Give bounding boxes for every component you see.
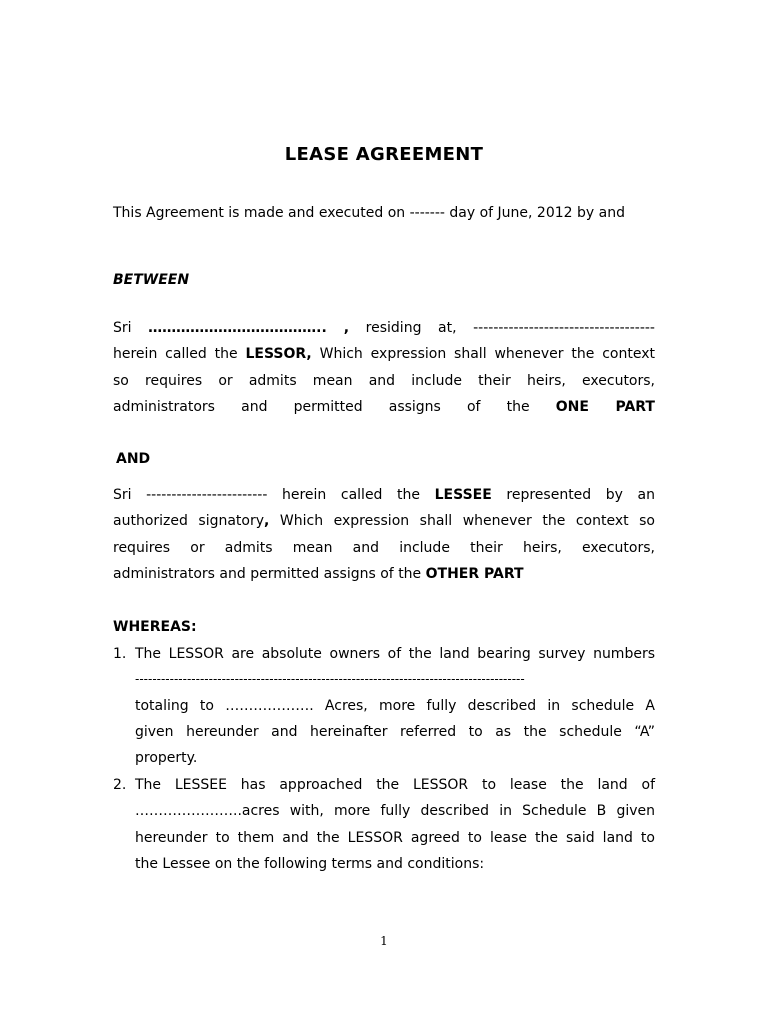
lessor-line-3: so requires or admits mean and include their heirs, executors, bbox=[113, 373, 655, 389]
item-1-line-3: totaling to ………………. Acres, more fully described in schedule A bbox=[135, 698, 655, 714]
document-title: LEASE AGREEMENT bbox=[284, 144, 484, 165]
lessor-residing: residing at, ------------------------------------ bbox=[365, 320, 655, 336]
lessor-term: LESSOR, bbox=[245, 346, 312, 362]
lessor-line-4-pre: administrators and permitted assigns of the bbox=[113, 399, 530, 415]
whereas-label: WHEREAS: bbox=[113, 619, 197, 635]
lessor-line-4 bbox=[113, 398, 655, 416]
item-1-line-1: The LESSOR are absolute owners of the land bearing survey numbers bbox=[135, 646, 655, 662]
one-part-term: ONE PART bbox=[555, 399, 655, 415]
lessee-comma: , bbox=[264, 513, 270, 529]
item-1-line-4: given hereunder and hereinafter referred to as the schedule “A” bbox=[135, 724, 655, 740]
item-1-line-2: ------------------------------------------------------------------------------------------ bbox=[135, 672, 525, 686]
item-2-line-3: hereunder to them and the LESSOR agreed to lease the said land to bbox=[135, 830, 655, 846]
and-label: AND bbox=[116, 451, 151, 467]
page-number: 1 bbox=[380, 934, 388, 948]
lessee-line-2 bbox=[113, 512, 655, 530]
item-2-number: 2. bbox=[113, 777, 127, 793]
item-2-line-4: the Lessee on the following terms and conditions: bbox=[135, 856, 485, 872]
lessor-line-2 bbox=[113, 345, 655, 363]
intro-line: This Agreement is made and executed on ------- day of June, 2012 by and bbox=[113, 205, 625, 221]
other-part-term: OTHER PART bbox=[425, 566, 524, 582]
between-label: BETWEEN bbox=[113, 272, 190, 288]
lessee-line-1-post: represented by an bbox=[506, 487, 656, 503]
item-2-line-1: The LESSEE has approached the LESSOR to lease the land of bbox=[135, 777, 655, 793]
item-1-number: 1. bbox=[113, 646, 127, 662]
lessor-line-2-post: Which expression shall whenever the context bbox=[319, 346, 656, 362]
lessor-line-2-pre: herein called the bbox=[113, 346, 238, 362]
lessee-line-1-pre: Sri ------------------------ herein called the bbox=[113, 487, 421, 503]
lessee-line-4 bbox=[113, 565, 524, 583]
lessor-line-1 bbox=[113, 319, 655, 337]
lessor-sri: Sri bbox=[113, 320, 132, 336]
lessee-line-2-post: Which expression shall whenever the context so bbox=[279, 513, 655, 529]
lessee-line-2-pre: authorized signatory bbox=[113, 513, 265, 529]
lessor-name-blank: ……………………………….. , bbox=[148, 320, 350, 336]
lessee-term: LESSEE bbox=[434, 487, 492, 503]
lessee-line-1 bbox=[113, 486, 655, 504]
lessee-line-4-pre: administrators and permitted assigns of the bbox=[113, 566, 422, 582]
lessee-line-3: requires or admits mean and include their heirs, executors, bbox=[113, 540, 655, 556]
item-1-line-5: property. bbox=[135, 750, 198, 766]
item-2-line-2: …………………..acres with, more fully described in Schedule B given bbox=[135, 803, 655, 819]
